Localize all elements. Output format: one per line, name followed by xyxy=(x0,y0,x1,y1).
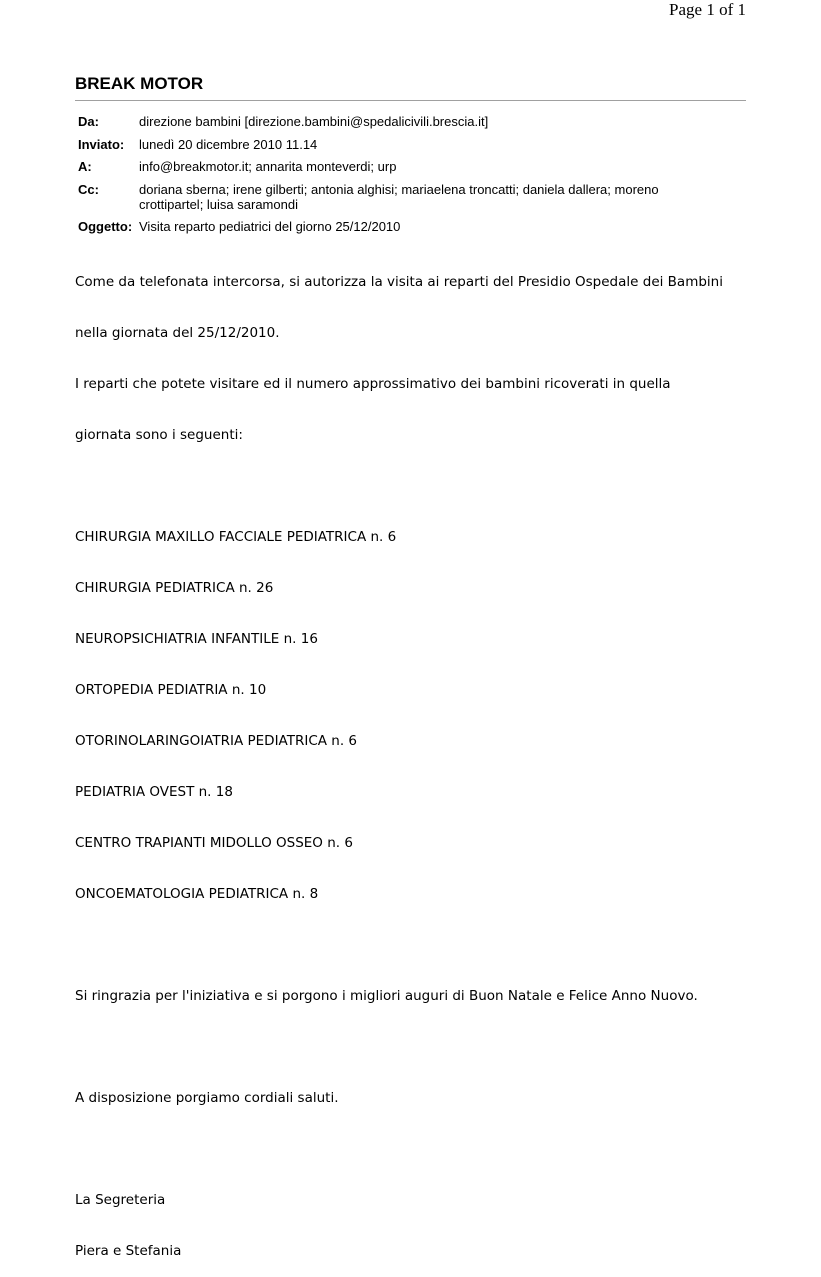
department-item: PEDIATRIA OVEST n. 18 xyxy=(75,784,233,800)
header-sent-label: Inviato: xyxy=(78,137,125,152)
department-item: ONCOEMATOLOGIA PEDIATRICA n. 8 xyxy=(75,886,319,902)
header-subject-value: Visita reparto pediatrici del giorno 25/12/2010 xyxy=(139,219,401,234)
header-subject-label: Oggetto: xyxy=(78,219,133,234)
header-to-label: A: xyxy=(78,159,92,174)
body-line: nella giornata del 25/12/2010. xyxy=(75,325,280,341)
header-cc-label: Cc: xyxy=(78,182,99,197)
body-line: giornata sono i seguenti: xyxy=(75,427,243,443)
department-item: CHIRURGIA PEDIATRICA n. 26 xyxy=(75,580,274,596)
header-sent-value: lunedì 20 dicembre 2010 11.14 xyxy=(139,137,318,152)
header-from-value: direzione bambini [direzione.bambini@spedalicivili.brescia.it] xyxy=(139,114,489,129)
department-item: ORTOPEDIA PEDIATRIA n. 10 xyxy=(75,682,267,698)
body-line: I reparti che potete visitare ed il numero approssimativo dei bambini ricoverati in quella xyxy=(75,376,671,392)
signature-line: Piera e Stefania xyxy=(75,1243,182,1259)
body-line: Come da telefonata intercorsa, si autorizza la visita ai reparti del Presidio Ospedale dei Bambini xyxy=(75,274,723,290)
header-cc-value: doriana sberna; irene gilberti; antonia alghisi; mariaelena troncatti; daniela dallera; moreno crottipartel; luisa saramondi xyxy=(139,182,659,212)
regards-line: A disposizione porgiamo cordiali saluti. xyxy=(75,1090,339,1106)
thanks-line: Si ringrazia per l'iniziativa e si porgono i migliori auguri di Buon Natale e Felice Anno Nuovo. xyxy=(75,988,698,1004)
department-item: CENTRO TRAPIANTI MIDOLLO OSSEO n. 6 xyxy=(75,835,353,851)
department-item: OTORINOLARINGOIATRIA PEDIATRICA n. 6 xyxy=(75,733,358,749)
department-item: CHIRURGIA MAXILLO FACCIALE PEDIATRICA n. 6 xyxy=(75,529,397,545)
title-divider xyxy=(75,100,746,101)
page-number: Page 1 of 1 xyxy=(669,0,746,19)
header-to-value: info@breakmotor.it; annarita monteverdi; urp xyxy=(139,159,397,174)
signature-line: La Segreteria xyxy=(75,1192,166,1208)
header-from-label: Da: xyxy=(78,114,99,129)
department-item: NEUROPSICHIATRIA INFANTILE n. 16 xyxy=(75,631,318,647)
email-title: BREAK MOTOR xyxy=(75,74,204,93)
email-body xyxy=(75,240,765,1277)
